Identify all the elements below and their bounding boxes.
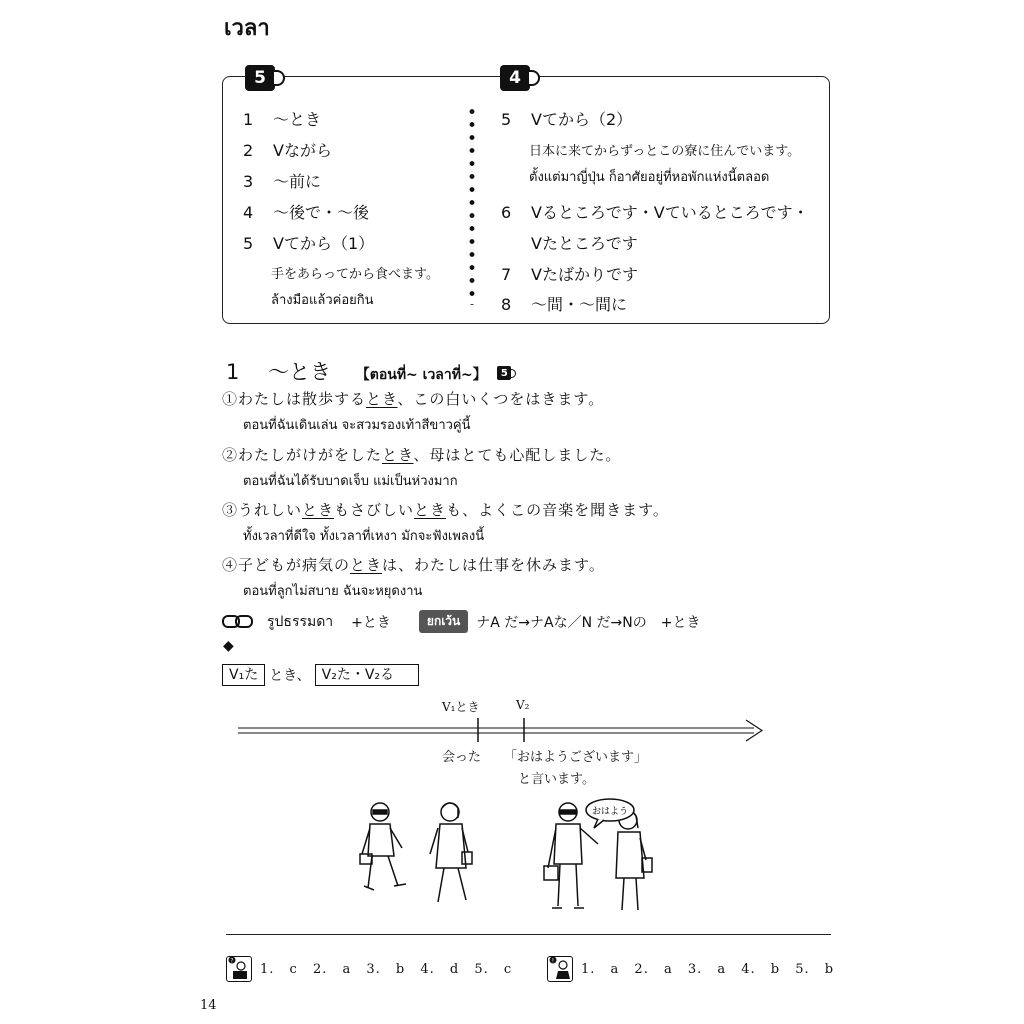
except-badge: ยกเว้น — [419, 610, 468, 633]
timeline-v1-label: V₁とき — [442, 700, 480, 714]
pattern-row — [222, 664, 419, 686]
form-exception-rule: ナA だ→ナAな／N だ→Nの — [476, 614, 647, 631]
example-th: ตอนที่ลูกไม่สบาย ฉันจะหยุดงาน — [243, 584, 423, 599]
answer-key-right: 1. a 2. a 3. a 4. b 5. b — [581, 961, 835, 977]
chapter-tag-small — [497, 366, 516, 380]
chapter-tag-number: 4 — [500, 65, 530, 91]
form-plus-toki: +とき — [660, 614, 701, 631]
timeline-v2-label: V₂ — [516, 698, 530, 712]
section-title: 〜とき — [268, 360, 332, 384]
timeline-below-1: 会った — [442, 750, 482, 765]
section-meaning: 【ตอนที่~ เวลาที่~】 — [355, 367, 487, 383]
svg-text:?: ? — [230, 957, 234, 965]
section-number: 1 — [226, 360, 240, 384]
form-plus-toki: +とき — [351, 614, 391, 631]
exclaim-person-icon — [547, 956, 573, 982]
summary-example-jp: 手をあらってから食べます。 — [271, 267, 439, 282]
summary-item: Vたところです — [531, 234, 638, 253]
pattern-box: V₂た・V₂る — [315, 664, 419, 686]
summary-item: 1 〜とき — [243, 110, 322, 129]
greeting-people-illustration — [540, 798, 670, 918]
walking-people-illustration — [358, 798, 488, 918]
summary-item: 6 Vるところです・Vているところです・ — [501, 203, 809, 222]
form-rule-row — [222, 610, 700, 633]
timeline-arrow — [236, 690, 776, 750]
summary-example-th: ล้างมือแล้วค่อยกิน — [271, 293, 374, 308]
example-jp: ②わたしがけがをしたとき、母はとても心配しました。 — [222, 446, 622, 464]
timeline-below-2: 「おはようございます」 — [504, 750, 648, 765]
example-th: ทั้งเวลาที่ดีใจ ทั้งเวลาที่เหงา มักจะฟังเพลงนี้ — [243, 529, 485, 544]
summary-item: 7 Vたばかりです — [501, 265, 638, 284]
answer-key-left: 1. c 2. a 3. b 4. d 5. c — [260, 961, 513, 977]
answer-block-left — [226, 956, 512, 982]
summary-box — [222, 68, 830, 324]
summary-item: 5 Vてから（2） — [501, 110, 633, 129]
summary-item: 5 Vてから（1） — [243, 234, 375, 253]
summary-item: 3 〜前に — [243, 172, 322, 191]
chapter-tag-number: 5 — [245, 65, 275, 91]
cup-handle-icon — [511, 369, 516, 378]
section-heading — [226, 356, 516, 386]
cup-handle-icon — [529, 70, 540, 86]
example-th: ตอนที่ฉันเดินเล่น จะสวมรองเท้าสีขาวคู่นี้ — [243, 418, 471, 433]
pattern-box: V₁た — [222, 664, 265, 686]
pattern-connector: とき、 — [269, 668, 311, 684]
summary-example-th: ตั้งแต่มาญี่ปุ่น ก็อาศัยอยู่ที่หอพักแห่งนี้ตลอด — [529, 170, 770, 185]
cup-handle-icon — [274, 70, 285, 86]
link-chain-icon — [222, 615, 253, 628]
chapter-tag-right — [500, 65, 540, 91]
example-th: ตอนที่ฉันได้รับบาดเจ็บ แม่เป็นห่วงมาก — [243, 474, 458, 489]
example-jp: ④子どもが病気のときは、わたしは仕事を休みます。 — [222, 556, 605, 574]
question-book-icon — [226, 956, 252, 982]
chapter-tag-left — [245, 65, 285, 91]
summary-item: 2 Vながら — [243, 141, 332, 160]
chapter-tag-number: 5 — [497, 366, 511, 380]
timeline-diagram — [236, 690, 776, 790]
speech-bubble-text: おはよう — [591, 807, 629, 817]
example-jp: ③うれしいときもさびしいときも、よくこの音楽を聞きます。 — [222, 501, 669, 519]
summary-item: 8 〜間・〜間に — [501, 295, 628, 314]
svg-text:!: ! — [551, 957, 555, 965]
summary-example-jp: 日本に来てからずっとこの寮に住んでいます。 — [529, 144, 801, 159]
page-number: 14 — [200, 998, 217, 1013]
dotted-divider — [469, 105, 475, 305]
diamond-bullet-icon: ◆ — [223, 638, 234, 654]
answer-block-right — [547, 956, 834, 982]
page-title: เวลา — [224, 16, 270, 41]
answer-divider — [226, 934, 831, 935]
timeline-below-3: と言います。 — [518, 772, 595, 787]
summary-item: 4 〜後で・〜後 — [243, 203, 370, 222]
form-plain: รูปธรรมดา — [267, 613, 334, 630]
example-jp: ①わたしは散歩するとき、この白いくつをはきます。 — [222, 390, 605, 408]
